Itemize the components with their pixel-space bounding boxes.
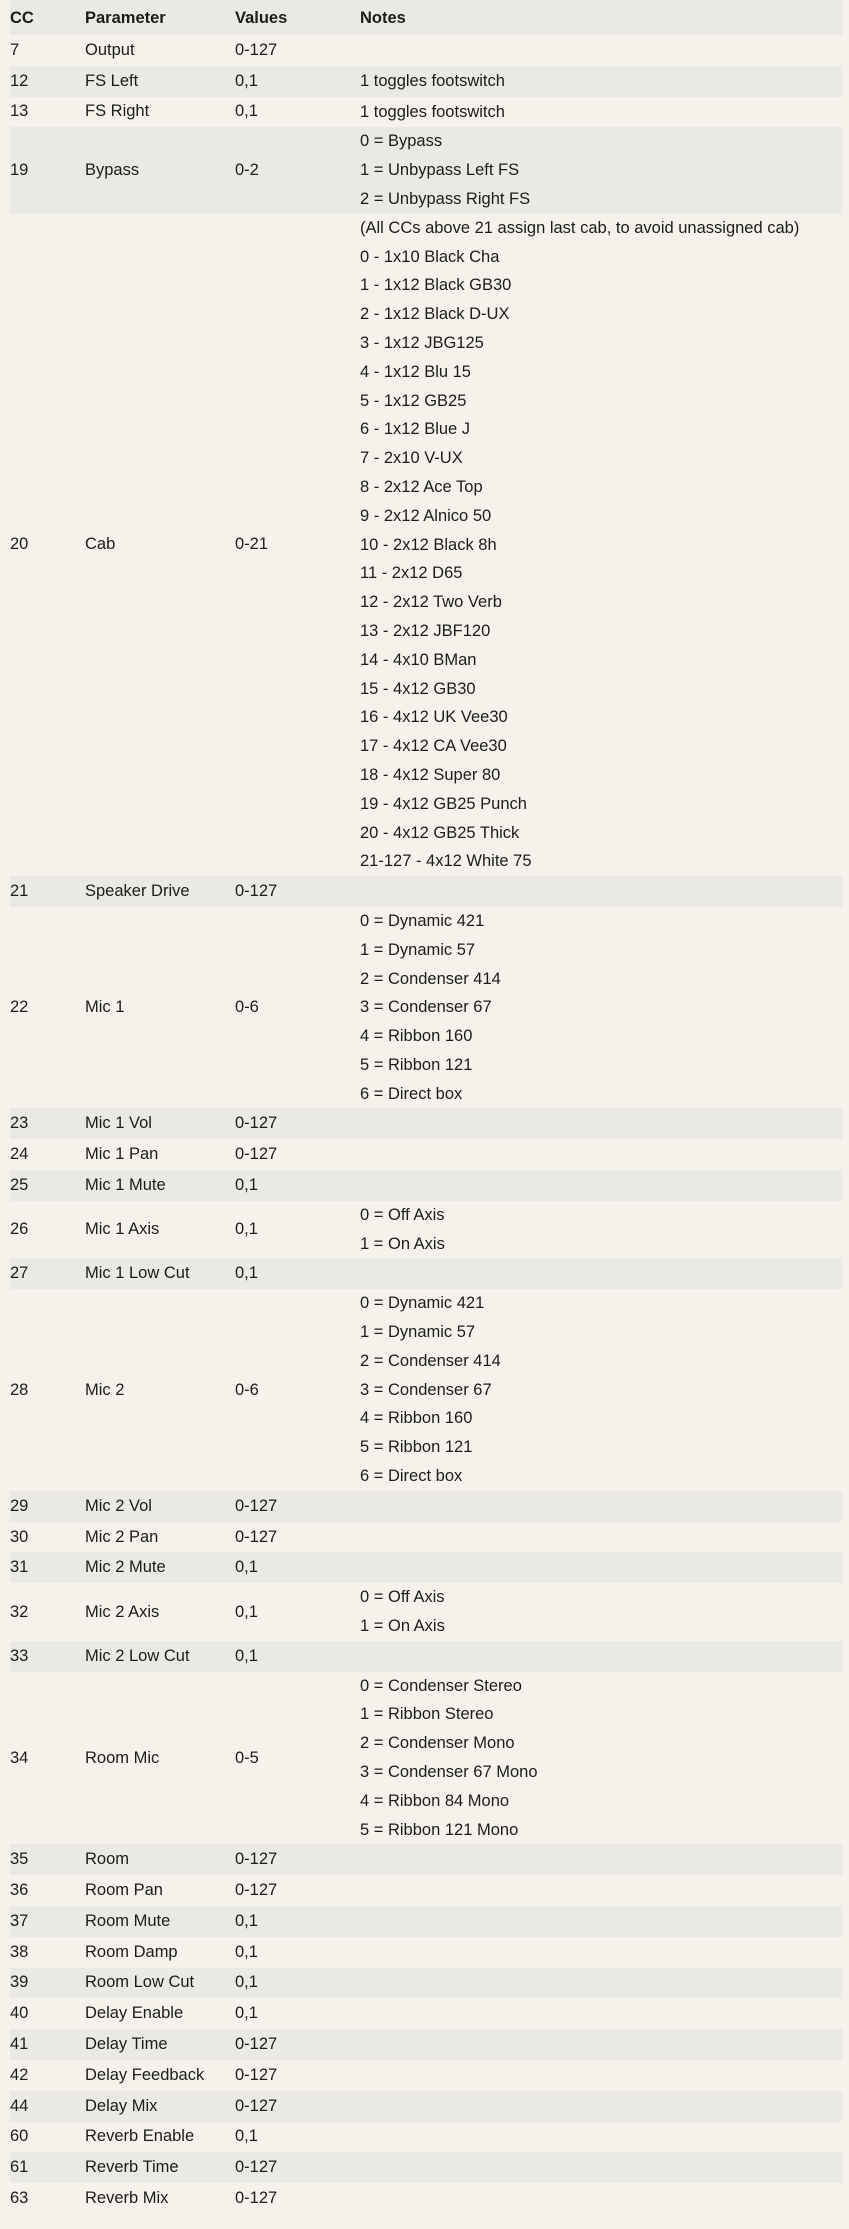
table-row (10, 1583, 842, 1641)
cell-parameter: Mic 1 (85, 998, 125, 1017)
table-row (10, 2122, 842, 2153)
midi-cc-table (10, 0, 842, 2214)
header-notes: Notes (360, 9, 406, 27)
cell-cc: 39 (10, 1973, 29, 1992)
note-line: 1 = Unbypass Left FS (360, 161, 520, 180)
table-row (10, 1552, 842, 1583)
cell-parameter: Mic 2 Vol (85, 1496, 152, 1515)
table-row (10, 1201, 842, 1259)
cell-notes (360, 1875, 842, 1906)
table-row (10, 2152, 842, 2183)
cell-notes (360, 1522, 842, 1553)
cell-values: 0-127 (235, 1145, 278, 1164)
note-line: 0 = Condenser Stereo (360, 1676, 522, 1695)
note-line: (All CCs above 21 assign last cab, to avoid unassigned cab) (360, 218, 800, 237)
cell-cc: 7 (10, 40, 20, 59)
cell-notes (360, 1289, 842, 1491)
cell-values: 0,1 (235, 1558, 258, 1577)
cell-cc: 30 (10, 1527, 29, 1546)
cell-notes (360, 1491, 842, 1522)
cell-cc: 38 (10, 1942, 29, 1961)
midi-cc-table-container (10, 0, 842, 2214)
cell-values: 0-127 (235, 2035, 278, 2054)
note-line: 8 - 2x12 Ace Top (360, 477, 483, 496)
note-line: 20 - 4x12 GB25 Thick (360, 823, 520, 842)
table-body (10, 35, 842, 2214)
cell-cc: 31 (10, 1558, 29, 1577)
cell-parameter: Cab (85, 535, 116, 554)
note-line: 5 = Ribbon 121 (360, 1055, 473, 1074)
note-line: 7 - 2x10 V-UX (360, 449, 463, 468)
cell-cc: 61 (10, 2158, 29, 2177)
cell-cc: 29 (10, 1496, 29, 1515)
note-line: 2 - 1x12 Black D-UX (360, 305, 510, 324)
table-row (10, 1641, 842, 1672)
table-row (10, 1139, 842, 1170)
cell-cc: 25 (10, 1175, 29, 1194)
cell-parameter: Bypass (85, 161, 140, 180)
table-row (10, 127, 842, 213)
cell-cc: 23 (10, 1114, 29, 1133)
cell-parameter: Delay Mix (85, 2096, 158, 2115)
cell-values: 0-6 (235, 1380, 259, 1399)
table-row (10, 1170, 842, 1201)
cell-parameter: Mic 1 Mute (85, 1175, 166, 1194)
note-line: 1 toggles footswitch (360, 71, 505, 90)
table-row (10, 1108, 842, 1139)
cell-notes (360, 2183, 842, 2214)
table-row (10, 1906, 842, 1937)
cell-parameter: Delay Enable (85, 2004, 184, 2023)
cell-parameter: Reverb Enable (85, 2127, 195, 2146)
note-line: 2 = Condenser 414 (360, 969, 501, 988)
note-line: 2 = Condenser Mono (360, 1734, 515, 1753)
cell-parameter: Speaker Drive (85, 882, 190, 900)
note-line: 2 = Condenser 414 (360, 1351, 501, 1370)
cell-values: 0-127 (235, 40, 278, 59)
cell-values: 0,1 (235, 1220, 258, 1239)
table-row (10, 1844, 842, 1875)
table-row (10, 97, 842, 128)
cell-values: 0,1 (235, 2127, 258, 2146)
table-row (10, 2029, 842, 2060)
cell-values: 0,1 (235, 1973, 258, 1992)
table-row (10, 1522, 842, 1553)
note-line: 4 = Ribbon 160 (360, 1027, 473, 1046)
cell-cc: 26 (10, 1220, 29, 1239)
cell-values: 0-127 (235, 1850, 278, 1869)
cell-notes (360, 2091, 842, 2122)
note-line: 13 - 2x12 JBF120 (360, 621, 491, 640)
note-line: 2 = Unbypass Right FS (360, 189, 531, 208)
cell-values: 0-127 (235, 2096, 278, 2115)
table-row (10, 35, 842, 66)
cell-cc: 19 (10, 161, 29, 180)
cell-notes (360, 66, 842, 97)
cell-values: 0,1 (235, 1942, 258, 1961)
table-row (10, 1289, 842, 1491)
note-line: 4 = Ribbon 84 Mono (360, 1791, 510, 1810)
cell-parameter: Reverb Mix (85, 2189, 169, 2208)
cell-notes (360, 1672, 842, 1845)
cell-parameter: Mic 1 Pan (85, 1145, 159, 1164)
cell-values: 0,1 (235, 1264, 258, 1283)
cell-notes (360, 1641, 842, 1672)
cell-notes (360, 1906, 842, 1937)
cell-notes (360, 1139, 842, 1170)
cell-notes (360, 1258, 842, 1289)
note-line: 18 - 4x12 Super 80 (360, 765, 501, 784)
note-line: 1 - 1x12 Black GB30 (360, 276, 512, 295)
cell-values: 0,1 (235, 2004, 258, 2023)
cell-notes (360, 1937, 842, 1968)
cell-cc: 41 (10, 2035, 29, 2054)
cell-notes (360, 1968, 842, 1999)
note-line: 0 - 1x10 Black Cha (360, 247, 500, 266)
note-line: 3 = Condenser 67 (360, 998, 492, 1017)
table-row (10, 907, 842, 1109)
note-line: 19 - 4x12 GB25 Punch (360, 794, 527, 813)
note-line: 4 = Ribbon 160 (360, 1409, 473, 1428)
cell-cc: 12 (10, 71, 29, 90)
cell-notes (360, 1998, 842, 2029)
cell-notes (360, 2029, 842, 2060)
note-line: 0 = Dynamic 421 (360, 911, 485, 930)
cell-cc: 21 (10, 882, 29, 900)
cell-cc: 34 (10, 1748, 29, 1767)
table-row (10, 2183, 842, 2214)
cell-cc: 42 (10, 2065, 29, 2084)
cell-notes (360, 2122, 842, 2153)
cell-values: 0-5 (235, 1748, 259, 1767)
cell-values: 0-127 (235, 1114, 278, 1133)
cell-values: 0-127 (235, 1881, 278, 1900)
table-row (10, 1258, 842, 1289)
note-line: 0 = Off Axis (360, 1588, 445, 1607)
cell-cc: 36 (10, 1881, 29, 1900)
table-row (10, 1968, 842, 1999)
cell-values: 0,1 (235, 1602, 258, 1621)
cell-cc: 13 (10, 102, 29, 121)
cell-parameter: Mic 2 Axis (85, 1602, 160, 1621)
cell-parameter: FS Left (85, 71, 139, 90)
note-line: 5 = Ribbon 121 (360, 1438, 473, 1457)
note-line: 3 = Condenser 67 Mono (360, 1763, 538, 1782)
cell-cc: 27 (10, 1264, 29, 1283)
cell-cc: 44 (10, 2096, 29, 2115)
cell-cc: 32 (10, 1602, 29, 1621)
note-line: 6 - 1x12 Blue J (360, 420, 471, 439)
cell-cc: 63 (10, 2189, 29, 2208)
table-row (10, 2091, 842, 2122)
cell-parameter: Mic 2 Pan (85, 1527, 159, 1546)
note-line: 1 toggles footswitch (360, 102, 505, 121)
cell-parameter: Output (85, 40, 135, 59)
cell-parameter: FS Right (85, 102, 150, 121)
cell-notes (360, 1201, 842, 1259)
cell-parameter: Mic 1 Vol (85, 1114, 152, 1133)
cell-cc: 37 (10, 1911, 29, 1930)
cell-cc: 60 (10, 2127, 29, 2146)
note-line: 21-127 - 4x12 White 75 (360, 852, 532, 871)
cell-parameter: Mic 2 Mute (85, 1558, 166, 1577)
note-line: 0 = Off Axis (360, 1205, 445, 1224)
cell-values: 0-6 (235, 998, 259, 1017)
table-row (10, 1998, 842, 2029)
cell-parameter: Room Damp (85, 1942, 178, 1961)
table-row (10, 214, 842, 876)
cell-cc: 33 (10, 1646, 29, 1665)
cell-values: 0-127 (235, 2189, 278, 2208)
cell-values: 0-127 (235, 882, 278, 900)
table-row (10, 1672, 842, 1845)
cell-notes (360, 1108, 842, 1139)
cell-values: 0,1 (235, 71, 258, 90)
note-line: 17 - 4x12 CA Vee30 (360, 737, 507, 756)
note-line: 5 - 1x12 GB25 (360, 391, 467, 410)
cell-values: 0-21 (235, 535, 269, 554)
table-header-row (10, 0, 842, 35)
note-line: 1 = Ribbon Stereo (360, 1705, 494, 1724)
note-line: 16 - 4x12 UK Vee30 (360, 708, 508, 727)
note-line: 10 - 2x12 Black 8h (360, 535, 497, 554)
cell-notes (360, 35, 842, 66)
note-line: 9 - 2x12 Alnico 50 (360, 506, 492, 525)
cell-values: 0,1 (235, 102, 258, 121)
cell-notes (360, 1844, 842, 1875)
note-line: 3 - 1x12 JBG125 (360, 333, 484, 352)
cell-cc: 40 (10, 2004, 29, 2023)
cell-notes (360, 876, 842, 907)
cell-parameter: Delay Time (85, 2035, 168, 2054)
cell-notes (360, 2060, 842, 2091)
cell-values: 0,1 (235, 1175, 258, 1194)
cell-cc: 20 (10, 535, 29, 554)
note-line: 12 - 2x12 Two Verb (360, 593, 502, 612)
header-parameter: Parameter (85, 9, 166, 27)
cell-values: 0,1 (235, 1646, 258, 1665)
cell-values: 0-127 (235, 1496, 278, 1515)
note-line: 15 - 4x12 GB30 (360, 679, 476, 698)
cell-parameter: Mic 1 Low Cut (85, 1264, 190, 1283)
cell-parameter: Room Mute (85, 1911, 171, 1930)
note-line: 4 - 1x12 Blu 15 (360, 362, 471, 381)
header-values: Values (235, 9, 288, 27)
cell-values: 0,1 (235, 1911, 258, 1930)
cell-cc: 22 (10, 998, 29, 1017)
table-row (10, 1875, 842, 1906)
cell-values: 0-2 (235, 161, 259, 180)
cell-parameter: Reverb Time (85, 2158, 179, 2177)
table-row (10, 876, 842, 907)
cell-notes (360, 1583, 842, 1641)
note-line: 1 = On Axis (360, 1234, 445, 1253)
cell-parameter: Mic 1 Axis (85, 1220, 160, 1239)
cell-notes (360, 907, 842, 1109)
cell-parameter: Room Pan (85, 1881, 163, 1900)
cell-parameter: Room Mic (85, 1748, 160, 1767)
cell-parameter: Room Low Cut (85, 1973, 195, 1992)
cell-parameter: Mic 2 Low Cut (85, 1646, 190, 1665)
table-row (10, 66, 842, 97)
note-line: 1 = Dynamic 57 (360, 940, 476, 959)
table-row (10, 1491, 842, 1522)
header-cc: CC (10, 9, 34, 27)
cell-notes (360, 214, 842, 876)
note-line: 1 = Dynamic 57 (360, 1323, 476, 1342)
cell-parameter: Room (85, 1850, 130, 1869)
cell-values: 0-127 (235, 2158, 278, 2177)
cell-values: 0-127 (235, 2065, 278, 2084)
cell-cc: 35 (10, 1850, 29, 1869)
cell-notes (360, 1170, 842, 1201)
cell-notes (360, 1552, 842, 1583)
note-line: 0 = Dynamic 421 (360, 1294, 485, 1313)
note-line: 11 - 2x12 D65 (360, 564, 463, 583)
note-line: 6 = Direct box (360, 1084, 463, 1103)
cell-parameter: Mic 2 (85, 1380, 125, 1399)
note-line: 3 = Condenser 67 (360, 1380, 492, 1399)
note-line: 1 = On Axis (360, 1617, 445, 1636)
table-row (10, 1937, 842, 1968)
cell-cc: 24 (10, 1145, 29, 1164)
note-line: 0 = Bypass (360, 132, 443, 151)
table-row (10, 2060, 842, 2091)
note-line: 6 = Direct box (360, 1467, 463, 1486)
cell-notes (360, 2152, 842, 2183)
cell-values: 0-127 (235, 1527, 278, 1546)
cell-notes (360, 97, 842, 128)
note-line: 14 - 4x10 BMan (360, 650, 477, 669)
cell-notes (360, 127, 842, 213)
note-line: 5 = Ribbon 121 Mono (360, 1820, 519, 1839)
cell-cc: 28 (10, 1380, 29, 1399)
cell-parameter: Delay Feedback (85, 2065, 205, 2084)
